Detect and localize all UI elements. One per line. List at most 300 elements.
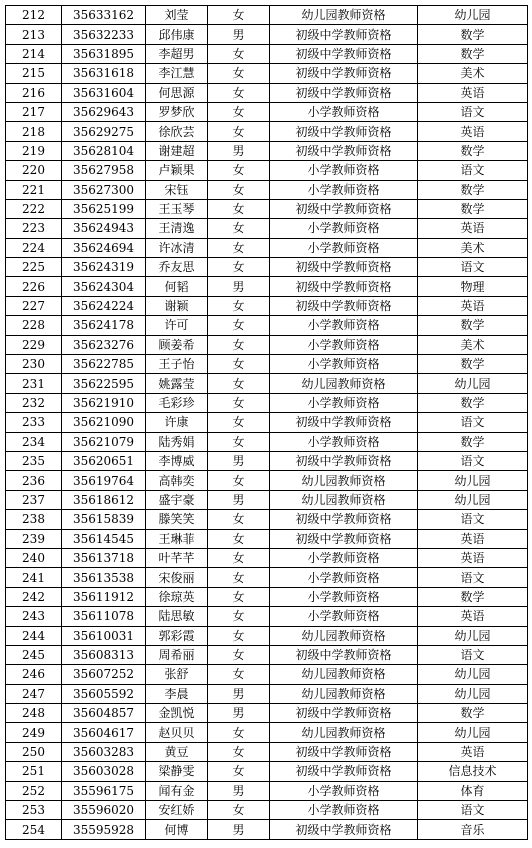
name-cell: 安红娇 <box>146 801 208 820</box>
row-number-cell: 224 <box>6 238 62 257</box>
subject-cell: 音乐 <box>418 820 528 839</box>
row-number-cell: 212 <box>6 6 62 25</box>
qualification-type-cell: 小学教师资格 <box>270 568 418 587</box>
name-cell: 叶芊芊 <box>146 548 208 567</box>
gender-cell: 男 <box>208 820 270 839</box>
qualification-type-cell: 小学教师资格 <box>270 587 418 606</box>
registration-id-cell: 35613538 <box>62 568 146 587</box>
table-row <box>6 781 528 800</box>
table-row <box>6 296 528 315</box>
table-body <box>6 6 528 840</box>
name-cell: 许康 <box>146 413 208 432</box>
table-row <box>6 161 528 180</box>
registration-id-cell: 35611912 <box>62 587 146 606</box>
subject-cell: 幼儿园 <box>418 471 528 490</box>
registration-id-cell: 35624319 <box>62 258 146 277</box>
qualification-type-cell: 初级中学教师资格 <box>270 122 418 141</box>
qualification-type-cell: 初级中学教师资格 <box>270 64 418 83</box>
row-number-cell: 250 <box>6 742 62 761</box>
gender-cell: 女 <box>208 83 270 102</box>
row-number-cell: 231 <box>6 374 62 393</box>
gender-cell: 女 <box>208 665 270 684</box>
gender-cell: 男 <box>208 451 270 470</box>
registration-id-cell: 35605592 <box>62 684 146 703</box>
qualification-type-cell: 幼儿园教师资格 <box>270 665 418 684</box>
row-number-cell: 219 <box>6 141 62 160</box>
table-row <box>6 413 528 432</box>
gender-cell: 女 <box>208 6 270 25</box>
table-row <box>6 742 528 761</box>
table-row <box>6 258 528 277</box>
subject-cell: 英语 <box>418 219 528 238</box>
qualification-type-cell: 幼儿园教师资格 <box>270 723 418 742</box>
registration-id-cell: 35603283 <box>62 742 146 761</box>
subject-cell: 语文 <box>418 451 528 470</box>
registration-id-cell: 35628104 <box>62 141 146 160</box>
qualification-type-cell: 小学教师资格 <box>270 548 418 567</box>
registration-id-cell: 35621090 <box>62 413 146 432</box>
subject-cell: 美术 <box>418 64 528 83</box>
table-row <box>6 83 528 102</box>
registration-id-cell: 35624304 <box>62 277 146 296</box>
name-cell: 毛彩珍 <box>146 393 208 412</box>
gender-cell: 女 <box>208 413 270 432</box>
name-cell: 王琳菲 <box>146 529 208 548</box>
subject-cell: 语文 <box>418 568 528 587</box>
name-cell: 陆秀娟 <box>146 432 208 451</box>
gender-cell: 女 <box>208 122 270 141</box>
row-number-cell: 251 <box>6 762 62 781</box>
subject-cell: 英语 <box>418 742 528 761</box>
gender-cell: 女 <box>208 44 270 63</box>
gender-cell: 女 <box>208 762 270 781</box>
row-number-cell: 242 <box>6 587 62 606</box>
subject-cell: 数学 <box>418 25 528 44</box>
subject-cell: 数学 <box>418 44 528 63</box>
row-number-cell: 248 <box>6 704 62 723</box>
table-row <box>6 6 528 25</box>
row-number-cell: 247 <box>6 684 62 703</box>
gender-cell: 女 <box>208 219 270 238</box>
name-cell: 徐欣芸 <box>146 122 208 141</box>
qualification-type-cell: 初级中学教师资格 <box>270 25 418 44</box>
registration-id-cell: 35624694 <box>62 238 146 257</box>
gender-cell: 女 <box>208 161 270 180</box>
row-number-cell: 215 <box>6 64 62 83</box>
table-row <box>6 277 528 296</box>
name-cell: 姚露莹 <box>146 374 208 393</box>
registration-id-cell: 35624224 <box>62 296 146 315</box>
row-number-cell: 217 <box>6 102 62 121</box>
registration-id-cell: 35610031 <box>62 626 146 645</box>
table-row <box>6 219 528 238</box>
subject-cell: 物理 <box>418 277 528 296</box>
row-number-cell: 218 <box>6 122 62 141</box>
row-number-cell: 233 <box>6 413 62 432</box>
registration-id-cell: 35622595 <box>62 374 146 393</box>
name-cell: 滕笑笑 <box>146 510 208 529</box>
gender-cell: 女 <box>208 626 270 645</box>
qualification-type-cell: 初级中学教师资格 <box>270 645 418 664</box>
subject-cell: 语文 <box>418 413 528 432</box>
table-row <box>6 451 528 470</box>
gender-cell: 女 <box>208 180 270 199</box>
name-cell: 许可 <box>146 316 208 335</box>
row-number-cell: 235 <box>6 451 62 470</box>
row-number-cell: 249 <box>6 723 62 742</box>
table-row <box>6 64 528 83</box>
registration-id-cell: 35621079 <box>62 432 146 451</box>
name-cell: 李博威 <box>146 451 208 470</box>
row-number-cell: 227 <box>6 296 62 315</box>
row-number-cell: 239 <box>6 529 62 548</box>
qualification-type-cell: 初级中学教师资格 <box>270 451 418 470</box>
table-row <box>6 704 528 723</box>
name-cell: 陆思敏 <box>146 607 208 626</box>
qualification-type-cell: 初级中学教师资格 <box>270 44 418 63</box>
subject-cell: 幼儿园 <box>418 665 528 684</box>
table-row <box>6 102 528 121</box>
registration-id-cell: 35614545 <box>62 529 146 548</box>
qualification-type-cell: 小学教师资格 <box>270 355 418 374</box>
gender-cell: 男 <box>208 490 270 509</box>
name-cell: 赵贝贝 <box>146 723 208 742</box>
table-row <box>6 432 528 451</box>
qualification-type-cell: 小学教师资格 <box>270 238 418 257</box>
subject-cell: 体育 <box>418 781 528 800</box>
registration-id-cell: 35629643 <box>62 102 146 121</box>
gender-cell: 女 <box>208 645 270 664</box>
qualification-type-cell: 小学教师资格 <box>270 102 418 121</box>
gender-cell: 女 <box>208 742 270 761</box>
row-number-cell: 246 <box>6 665 62 684</box>
name-cell: 王玉琴 <box>146 199 208 218</box>
gender-cell: 男 <box>208 277 270 296</box>
row-number-cell: 245 <box>6 645 62 664</box>
qualification-type-cell: 小学教师资格 <box>270 801 418 820</box>
row-number-cell: 234 <box>6 432 62 451</box>
name-cell: 乔友思 <box>146 258 208 277</box>
row-number-cell: 241 <box>6 568 62 587</box>
row-number-cell: 240 <box>6 548 62 567</box>
gender-cell: 女 <box>208 258 270 277</box>
registration-id-cell: 35622785 <box>62 355 146 374</box>
name-cell: 何博 <box>146 820 208 839</box>
gender-cell: 女 <box>208 607 270 626</box>
registration-id-cell: 35596175 <box>62 781 146 800</box>
gender-cell: 女 <box>208 316 270 335</box>
registration-id-cell: 35623276 <box>62 335 146 354</box>
gender-cell: 女 <box>208 238 270 257</box>
name-cell: 何思源 <box>146 83 208 102</box>
registration-id-cell: 35625199 <box>62 199 146 218</box>
name-cell: 梁静雯 <box>146 762 208 781</box>
table-row <box>6 762 528 781</box>
registration-id-cell: 35608313 <box>62 645 146 664</box>
row-number-cell: 216 <box>6 83 62 102</box>
registration-id-cell: 35632233 <box>62 25 146 44</box>
qualification-type-cell: 初级中学教师资格 <box>270 141 418 160</box>
subject-cell: 语文 <box>418 102 528 121</box>
qualification-type-cell: 小学教师资格 <box>270 781 418 800</box>
qualification-type-cell: 初级中学教师资格 <box>270 296 418 315</box>
subject-cell: 美术 <box>418 238 528 257</box>
qualification-type-cell: 小学教师资格 <box>270 393 418 412</box>
name-cell: 宋俊丽 <box>146 568 208 587</box>
qualification-type-cell: 幼儿园教师资格 <box>270 374 418 393</box>
gender-cell: 女 <box>208 393 270 412</box>
gender-cell: 女 <box>208 723 270 742</box>
row-number-cell: 232 <box>6 393 62 412</box>
subject-cell: 英语 <box>418 548 528 567</box>
registration-id-cell: 35621910 <box>62 393 146 412</box>
gender-cell: 女 <box>208 529 270 548</box>
row-number-cell: 220 <box>6 161 62 180</box>
table-row <box>6 510 528 529</box>
subject-cell: 数学 <box>418 432 528 451</box>
subject-cell: 数学 <box>418 355 528 374</box>
row-number-cell: 237 <box>6 490 62 509</box>
name-cell: 刘莹 <box>146 6 208 25</box>
row-number-cell: 222 <box>6 199 62 218</box>
name-cell: 李晨 <box>146 684 208 703</box>
name-cell: 徐琼英 <box>146 587 208 606</box>
row-number-cell: 225 <box>6 258 62 277</box>
qualification-type-cell: 初级中学教师资格 <box>270 413 418 432</box>
table-row <box>6 199 528 218</box>
name-cell: 宋钰 <box>146 180 208 199</box>
table-row <box>6 180 528 199</box>
subject-cell: 数学 <box>418 587 528 606</box>
subject-cell: 数学 <box>418 141 528 160</box>
registration-id-cell: 35631618 <box>62 64 146 83</box>
table-row <box>6 122 528 141</box>
subject-cell: 幼儿园 <box>418 374 528 393</box>
table-row <box>6 316 528 335</box>
registration-id-cell: 35613718 <box>62 548 146 567</box>
gender-cell: 女 <box>208 335 270 354</box>
table-row <box>6 355 528 374</box>
table-row <box>6 141 528 160</box>
row-number-cell: 223 <box>6 219 62 238</box>
qualification-type-cell: 幼儿园教师资格 <box>270 684 418 703</box>
name-cell: 盛宇豪 <box>146 490 208 509</box>
row-number-cell: 213 <box>6 25 62 44</box>
subject-cell: 语文 <box>418 161 528 180</box>
name-cell: 谢建超 <box>146 141 208 160</box>
gender-cell: 女 <box>208 199 270 218</box>
registration-id-cell: 35631895 <box>62 44 146 63</box>
qualification-type-cell: 幼儿园教师资格 <box>270 626 418 645</box>
subject-cell: 英语 <box>418 122 528 141</box>
registration-id-cell: 35620651 <box>62 451 146 470</box>
table-row <box>6 820 528 839</box>
row-number-cell: 253 <box>6 801 62 820</box>
teacher-qualification-table <box>5 5 528 840</box>
qualification-type-cell: 初级中学教师资格 <box>270 529 418 548</box>
qualification-type-cell: 初级中学教师资格 <box>270 742 418 761</box>
table-row <box>6 44 528 63</box>
row-number-cell: 214 <box>6 44 62 63</box>
gender-cell: 女 <box>208 296 270 315</box>
table-row <box>6 238 528 257</box>
name-cell: 周希丽 <box>146 645 208 664</box>
name-cell: 王子怡 <box>146 355 208 374</box>
row-number-cell: 238 <box>6 510 62 529</box>
row-number-cell: 252 <box>6 781 62 800</box>
name-cell: 闻有金 <box>146 781 208 800</box>
registration-id-cell: 35607252 <box>62 665 146 684</box>
subject-cell: 幼儿园 <box>418 6 528 25</box>
gender-cell: 女 <box>208 374 270 393</box>
name-cell: 金凯悦 <box>146 704 208 723</box>
registration-id-cell: 35624178 <box>62 316 146 335</box>
subject-cell: 英语 <box>418 529 528 548</box>
gender-cell: 男 <box>208 25 270 44</box>
name-cell: 李江慧 <box>146 64 208 83</box>
gender-cell: 男 <box>208 704 270 723</box>
qualification-type-cell: 初级中学教师资格 <box>270 199 418 218</box>
qualification-type-cell: 幼儿园教师资格 <box>270 490 418 509</box>
registration-id-cell: 35629275 <box>62 122 146 141</box>
row-number-cell: 221 <box>6 180 62 199</box>
row-number-cell: 230 <box>6 355 62 374</box>
name-cell: 谢颖 <box>146 296 208 315</box>
subject-cell: 英语 <box>418 607 528 626</box>
row-number-cell: 254 <box>6 820 62 839</box>
qualification-type-cell: 小学教师资格 <box>270 180 418 199</box>
gender-cell: 男 <box>208 781 270 800</box>
table-row <box>6 684 528 703</box>
subject-cell: 数学 <box>418 180 528 199</box>
name-cell: 邱伟康 <box>146 25 208 44</box>
subject-cell: 幼儿园 <box>418 723 528 742</box>
table-row <box>6 335 528 354</box>
table-row <box>6 25 528 44</box>
name-cell: 张舒 <box>146 665 208 684</box>
subject-cell: 语文 <box>418 258 528 277</box>
registration-id-cell: 35604617 <box>62 723 146 742</box>
table-row <box>6 645 528 664</box>
gender-cell: 女 <box>208 587 270 606</box>
registration-id-cell: 35619764 <box>62 471 146 490</box>
subject-cell: 语文 <box>418 645 528 664</box>
row-number-cell: 228 <box>6 316 62 335</box>
table-row <box>6 607 528 626</box>
table-row <box>6 374 528 393</box>
table-row <box>6 665 528 684</box>
table-row <box>6 568 528 587</box>
table-row <box>6 626 528 645</box>
qualification-type-cell: 小学教师资格 <box>270 316 418 335</box>
gender-cell: 女 <box>208 568 270 587</box>
table-row <box>6 723 528 742</box>
registration-id-cell: 35633162 <box>62 6 146 25</box>
qualification-type-cell: 初级中学教师资格 <box>270 83 418 102</box>
qualification-type-cell: 小学教师资格 <box>270 607 418 626</box>
qualification-type-cell: 初级中学教师资格 <box>270 258 418 277</box>
gender-cell: 男 <box>208 141 270 160</box>
subject-cell: 语文 <box>418 510 528 529</box>
registration-id-cell: 35603028 <box>62 762 146 781</box>
row-number-cell: 229 <box>6 335 62 354</box>
qualification-type-cell: 幼儿园教师资格 <box>270 6 418 25</box>
registration-id-cell: 35627300 <box>62 180 146 199</box>
qualification-type-cell: 初级中学教师资格 <box>270 762 418 781</box>
table-row <box>6 471 528 490</box>
qualification-type-cell: 小学教师资格 <box>270 432 418 451</box>
subject-cell: 数学 <box>418 316 528 335</box>
registration-id-cell: 35615839 <box>62 510 146 529</box>
gender-cell: 女 <box>208 548 270 567</box>
row-number-cell: 243 <box>6 607 62 626</box>
registration-id-cell: 35627958 <box>62 161 146 180</box>
subject-cell: 美术 <box>418 335 528 354</box>
qualification-type-cell: 幼儿园教师资格 <box>270 471 418 490</box>
registration-id-cell: 35624943 <box>62 219 146 238</box>
subject-cell: 幼儿园 <box>418 626 528 645</box>
registration-id-cell: 35631604 <box>62 83 146 102</box>
subject-cell: 信息技术 <box>418 762 528 781</box>
subject-cell: 数学 <box>418 704 528 723</box>
registration-id-cell: 35596020 <box>62 801 146 820</box>
qualification-type-cell: 初级中学教师资格 <box>270 704 418 723</box>
row-number-cell: 236 <box>6 471 62 490</box>
row-number-cell: 226 <box>6 277 62 296</box>
qualification-type-cell: 小学教师资格 <box>270 161 418 180</box>
name-cell: 李超男 <box>146 44 208 63</box>
table-row <box>6 587 528 606</box>
name-cell: 何韬 <box>146 277 208 296</box>
subject-cell: 幼儿园 <box>418 684 528 703</box>
registration-id-cell: 35618612 <box>62 490 146 509</box>
name-cell: 罗梦欣 <box>146 102 208 121</box>
name-cell: 顾姜希 <box>146 335 208 354</box>
qualification-type-cell: 初级中学教师资格 <box>270 510 418 529</box>
gender-cell: 女 <box>208 355 270 374</box>
name-cell: 黄豆 <box>146 742 208 761</box>
name-cell: 卢颖果 <box>146 161 208 180</box>
subject-cell: 数学 <box>418 199 528 218</box>
subject-cell: 英语 <box>418 83 528 102</box>
gender-cell: 女 <box>208 64 270 83</box>
registration-id-cell: 35595928 <box>62 820 146 839</box>
gender-cell: 女 <box>208 801 270 820</box>
gender-cell: 女 <box>208 510 270 529</box>
registration-id-cell: 35604857 <box>62 704 146 723</box>
gender-cell: 女 <box>208 471 270 490</box>
subject-cell: 语文 <box>418 801 528 820</box>
teacher-qualification-table-page <box>5 5 527 840</box>
name-cell: 王清逸 <box>146 219 208 238</box>
subject-cell: 幼儿园 <box>418 490 528 509</box>
subject-cell: 数学 <box>418 393 528 412</box>
subject-cell: 英语 <box>418 296 528 315</box>
qualification-type-cell: 小学教师资格 <box>270 219 418 238</box>
table-row <box>6 393 528 412</box>
table-row <box>6 490 528 509</box>
table-row <box>6 529 528 548</box>
qualification-type-cell: 初级中学教师资格 <box>270 277 418 296</box>
name-cell: 高韩奕 <box>146 471 208 490</box>
gender-cell: 女 <box>208 102 270 121</box>
gender-cell: 女 <box>208 432 270 451</box>
gender-cell: 男 <box>208 684 270 703</box>
row-number-cell: 244 <box>6 626 62 645</box>
qualification-type-cell: 初级中学教师资格 <box>270 820 418 839</box>
table-row <box>6 548 528 567</box>
qualification-type-cell: 小学教师资格 <box>270 335 418 354</box>
